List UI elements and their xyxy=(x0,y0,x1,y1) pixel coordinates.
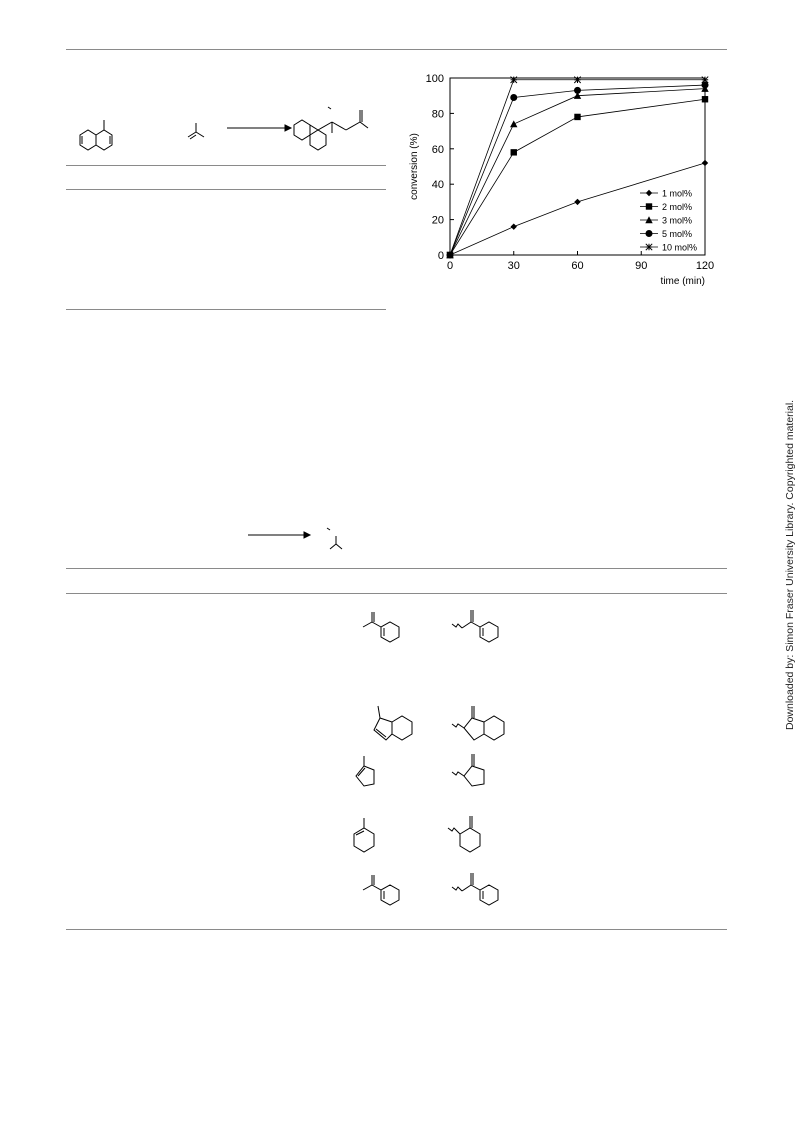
data-point-10-mol- xyxy=(702,77,708,83)
legend-label-3-mol-: 3 mol% xyxy=(662,215,693,226)
data-point-3-mol- xyxy=(510,120,517,127)
product-structure-2 xyxy=(452,706,504,740)
y-tick-label: 80 xyxy=(431,108,444,121)
x-tick-label: 30 xyxy=(507,260,520,272)
data-point-1-mol- xyxy=(511,223,517,229)
data-point-2-mol- xyxy=(511,149,517,155)
table-2-top-rule xyxy=(66,568,727,569)
data-point-5-mol- xyxy=(574,87,581,94)
methylcyclohexene-structure xyxy=(354,818,374,852)
alpha-methylstyrene-structure xyxy=(363,612,399,642)
y-tick-label: 40 xyxy=(431,179,444,192)
table-1-header-rule xyxy=(66,189,386,190)
product-structure-3 xyxy=(452,754,484,786)
table-2-header-rule xyxy=(66,593,727,594)
legend-label-2-mol-: 2 mol% xyxy=(662,202,693,212)
table-2-bottom-rule xyxy=(66,929,727,930)
data-point-1-mol- xyxy=(702,160,708,166)
isobutylene-structure xyxy=(188,123,204,139)
y-tick-label: 60 xyxy=(431,143,444,156)
y-tick-label: 20 xyxy=(431,214,444,227)
data-point-10-mol- xyxy=(511,77,517,83)
legend-marker-10-mol- xyxy=(646,244,652,250)
top-rule xyxy=(66,49,727,50)
scheme-1-rule xyxy=(66,165,386,166)
y-tick-label: 100 xyxy=(425,73,444,85)
data-point-10-mol- xyxy=(574,77,580,83)
table-2-structures xyxy=(330,600,530,925)
data-point-2-mol- xyxy=(702,96,708,102)
table-1-bottom-rule xyxy=(66,309,386,310)
product-structure-1 xyxy=(452,610,498,642)
scheme-1-reaction xyxy=(60,95,380,165)
product-structure-5 xyxy=(452,873,498,905)
product-structure xyxy=(294,107,368,150)
methylindene-structure xyxy=(374,706,412,740)
legend-label-10-mol-: 10 mol% xyxy=(662,242,698,253)
x-tick-label: 0 xyxy=(446,260,454,272)
conversion-chart xyxy=(400,60,730,310)
legend-marker-1-mol- xyxy=(646,190,652,196)
download-notice xyxy=(781,392,797,732)
legend-marker-5-mol- xyxy=(646,230,653,237)
legend-marker-2-mol- xyxy=(646,203,652,209)
data-point-10-mol- xyxy=(447,252,453,258)
legend-label-1-mol-: 1 mol% xyxy=(662,188,693,199)
legend-label-5-mol-: 5 mol% xyxy=(662,229,693,239)
x-tick-label: 90 xyxy=(635,260,648,272)
methylnaphthalene-structure xyxy=(80,120,112,150)
data-point-1-mol- xyxy=(574,199,580,205)
y-axis-label: conversion (%) xyxy=(409,133,420,200)
y-tick-label: 0 xyxy=(437,250,444,262)
alpha-methylstyrene-structure-2 xyxy=(363,875,399,905)
x-tick-label: 120 xyxy=(695,260,715,272)
x-axis-label: time (min) xyxy=(660,276,705,287)
product-structure-4 xyxy=(448,816,480,852)
x-tick-label: 60 xyxy=(571,260,584,272)
data-point-2-mol- xyxy=(574,114,580,120)
download-notice-text: Downloaded by: Simon Fraser University Library. Copyrighted material. xyxy=(784,399,796,730)
methylcyclopentene-structure xyxy=(356,756,374,786)
scheme-2-reaction xyxy=(240,522,360,556)
data-point-5-mol- xyxy=(510,94,517,101)
